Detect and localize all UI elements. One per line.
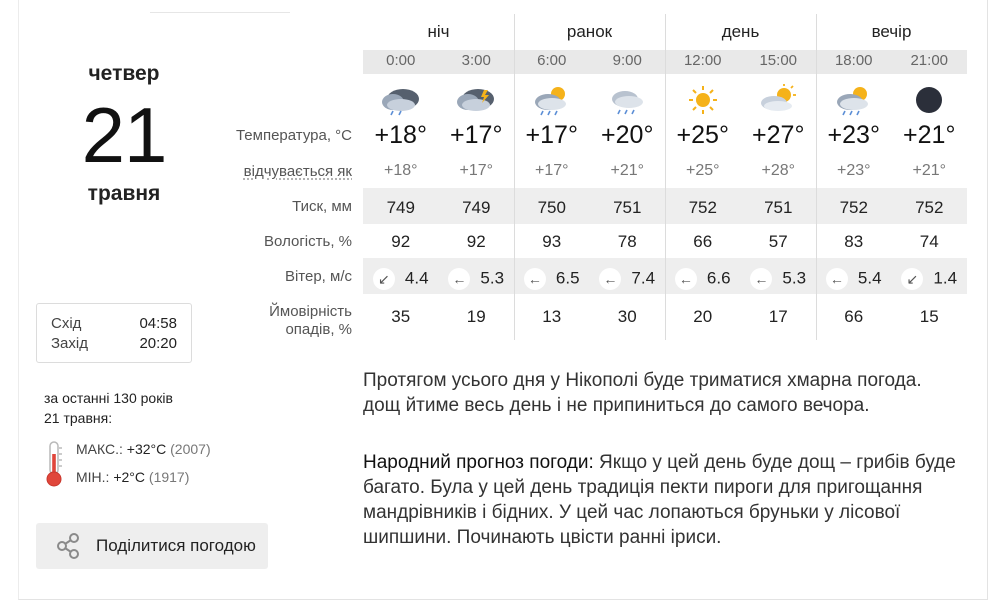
share-icon [54,532,82,560]
period-evening: вечір [871,22,912,41]
record-max [76,441,211,457]
feels-like: +17° [459,162,494,179]
sunrise-time: 04:58 [139,315,177,332]
sunset-time: 20:20 [139,335,177,352]
pressure: 749 [386,198,415,217]
hour-time: 18:00 [834,52,873,69]
sunset-row [51,334,177,354]
wind [439,268,515,290]
wind [590,268,666,290]
wind-speed: 4.4 [404,268,429,288]
temperature: +17° [450,121,503,149]
wind-direction-icon: ↙ [901,268,923,290]
hour-time: 6:00 [537,52,567,69]
hour-column [741,14,817,340]
sun-cloud-rain-icon [832,82,876,118]
hour-column [439,14,515,340]
pressure: 752 [688,198,717,217]
wind-speed: 5.4 [857,268,882,288]
cloudy-night-rain-icon [379,82,423,118]
precipitation-chance: 15 [919,307,939,326]
feels-like: +21° [912,162,947,179]
label-precip-1: Ймовірність [269,303,352,320]
hour-column [590,14,666,340]
temperature: +23° [827,121,880,149]
precipitation-chance: 17 [768,307,788,326]
sun-icon [681,82,725,118]
wind [665,268,741,290]
hour-time: 15:00 [759,52,798,69]
period-day: день [721,22,760,41]
humidity: 74 [919,232,939,251]
record-min-label: МІН.: [76,469,110,485]
temperature: +21° [903,121,956,149]
sunrise-label: Схід [51,315,82,332]
forecast-description: Протягом усього дня у Нікополі буде триматися хмарна погода. дощ йтиме весь день і не припиниться до самого вечора. [363,370,922,416]
record-min [76,469,189,485]
temperature: +27° [752,121,805,149]
wind-speed: 5.3 [480,268,505,288]
wind-direction-icon: ← [750,268,772,290]
cloud-rain-icon [605,82,649,118]
record-min-value: +2°C [113,469,146,485]
wind-speed: 6.6 [706,268,731,288]
feels-like: +18° [383,162,418,179]
wind-speed: 6.5 [555,268,580,288]
label-temperature: Температура, °C [235,127,352,144]
thermometer-icon [44,440,64,488]
temperature: +17° [525,121,578,149]
feels-like: +28° [761,162,796,179]
wind-direction-icon: ← [448,268,470,290]
pressure: 750 [537,198,566,217]
hour-column [892,14,968,340]
hour-time: 12:00 [683,52,722,69]
hour-time: 21:00 [910,52,949,69]
share-label: Поділитися погодою [96,536,256,555]
humidity: 93 [542,232,562,251]
wind-speed: 7.4 [631,268,656,288]
label-pressure: Тиск, мм [292,198,352,215]
wind [514,268,590,290]
divider [150,12,290,13]
humidity: 92 [391,232,411,251]
humidity: 83 [844,232,864,251]
weekday: четвер [88,62,160,85]
feels-like: +25° [685,162,720,179]
label-wind: Вітер, м/с [284,268,352,285]
precipitation-chance: 20 [693,307,713,326]
wind [741,268,817,290]
wind [816,268,892,290]
forecast-table [363,14,967,340]
history-caption [44,388,173,428]
humidity: 92 [466,232,486,251]
temperature: +18° [374,121,427,149]
wind [892,268,968,290]
wind-direction-icon: ↙ [373,268,395,290]
humidity: 78 [617,232,637,251]
label-feels-like[interactable]: відчувається як [243,163,352,180]
moon-icon [907,82,951,118]
wind-speed: 1.4 [933,268,958,288]
wind-direction-icon: ← [826,268,848,290]
precipitation-chance: 13 [542,307,562,326]
feels-like: +21° [610,162,645,179]
pressure: 749 [462,198,491,217]
hour-column [816,14,892,340]
share-weather-button[interactable] [36,523,268,569]
pressure: 751 [764,198,793,217]
cloudy-night-rain-icon [454,82,498,118]
precipitation-chance: 35 [391,307,411,326]
hour-time: 0:00 [386,52,416,69]
hour-column [665,14,741,340]
hour-time: 3:00 [461,52,491,69]
folk-forecast-text: Якщо у цей день буде дощ – грибів буде багато. Була у цей день традиція пекти пироги для пригощання мандрівників і бідних. У цей час лопаються бруньки у лісової шипшини. Починають цвісти ранні іриси. [363,452,956,548]
record-max-value: +32°C [126,441,167,457]
history-line-2: 21 травня: [44,410,113,426]
temperature: +25° [676,121,729,149]
label-humidity: Вологість, % [264,233,352,250]
precipitation-chance: 19 [466,307,486,326]
wind-direction-icon: ← [599,268,621,290]
precipitation-chance: 30 [617,307,637,326]
period-morning: ранок [566,22,613,41]
period-night: ніч [427,22,450,41]
feels-like: +23° [836,162,871,179]
humidity: 66 [693,232,713,251]
label-precip-2: опадів, % [285,321,352,338]
folk-forecast [363,450,963,550]
pressure: 751 [613,198,642,217]
month: травня [87,182,161,205]
hour-column [363,14,439,340]
humidity: 57 [768,232,788,251]
feels-like: +17° [534,162,569,179]
sun-cloud-icon [756,82,800,118]
pressure: 752 [915,198,944,217]
sunrise-sunset-box [36,303,192,363]
sunset-label: Захід [51,335,88,352]
wind [363,268,439,290]
precipitation-chance: 66 [844,307,864,326]
history-line-1: за останні 130 років [44,390,173,406]
record-max-label: МАКС.: [76,441,123,457]
hour-column [514,14,590,340]
hour-time: 9:00 [612,52,642,69]
wind-direction-icon: ← [524,268,546,290]
record-min-year: (1917) [148,469,190,485]
record-max-year: (2007) [170,441,211,457]
wind-speed: 5.3 [782,268,807,288]
pressure: 752 [839,198,868,217]
sunrise-row [51,314,177,334]
sun-cloud-rain-icon [530,82,574,118]
wind-direction-icon: ← [675,268,697,290]
day-number: 21 [81,91,167,179]
folk-forecast-header: Народний прогноз погоди: [363,452,594,473]
temperature: +20° [601,121,654,149]
